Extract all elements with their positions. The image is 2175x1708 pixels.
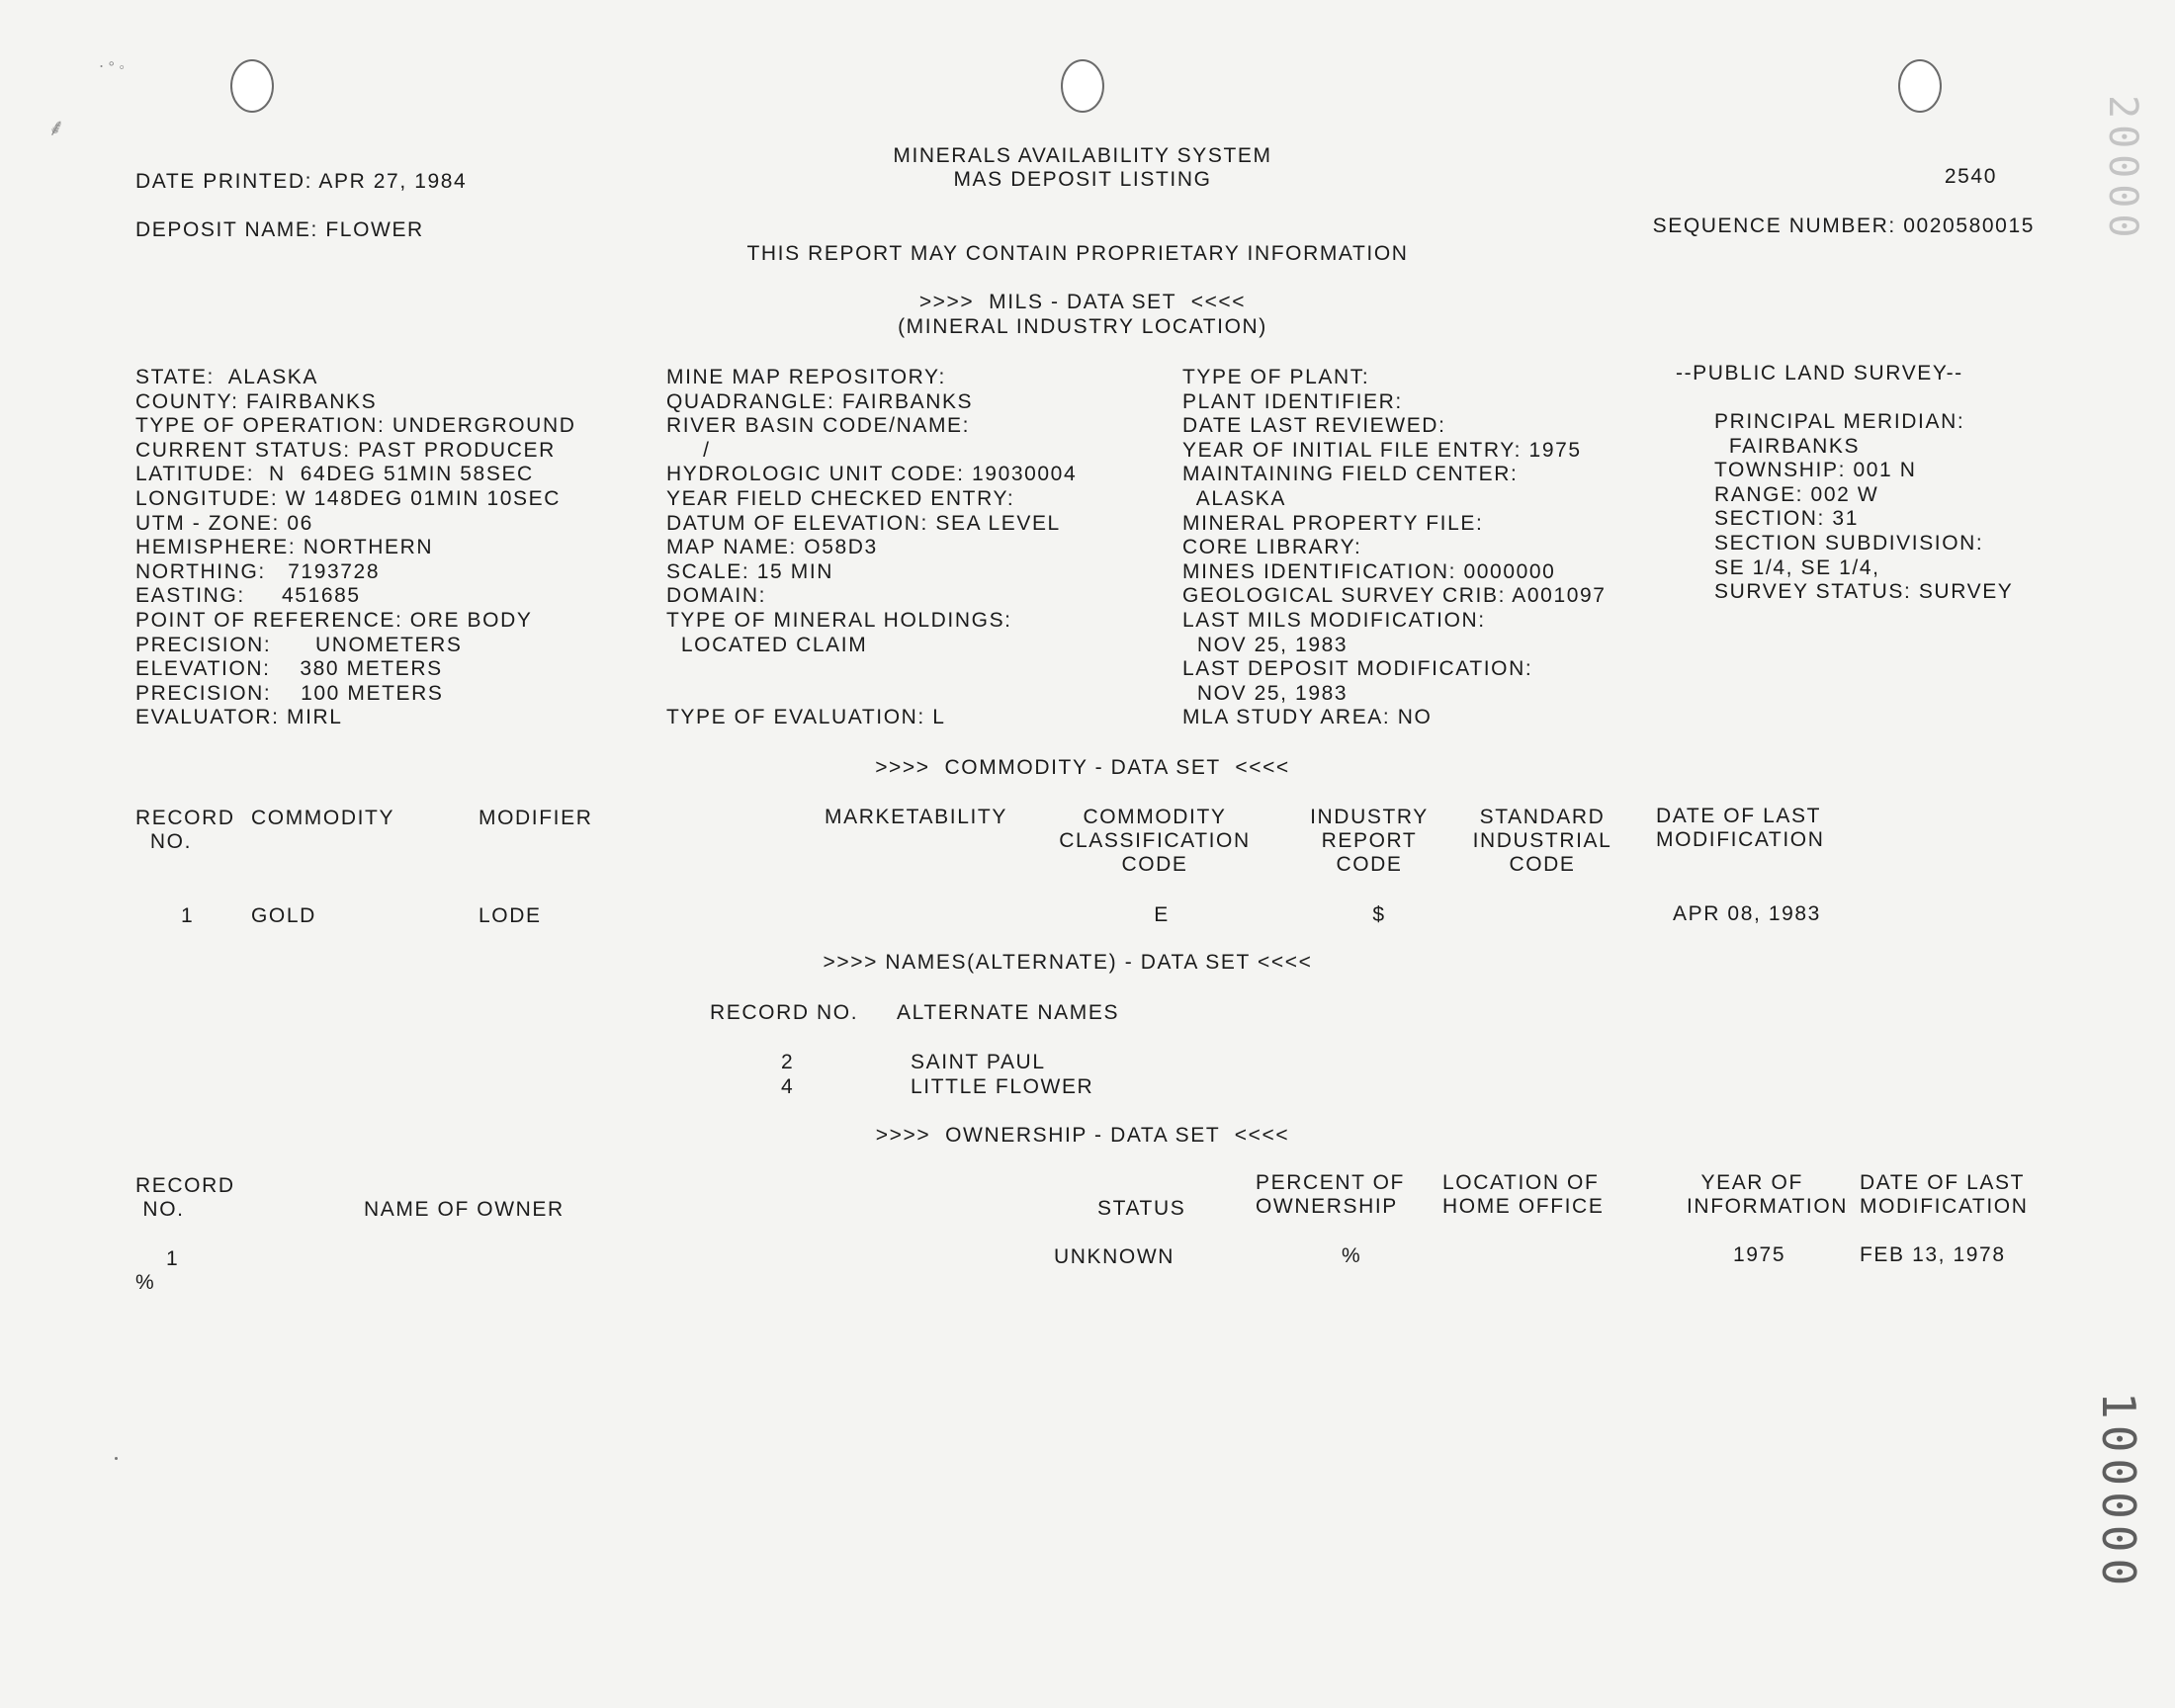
land-survey-field: SECTION SUBDIVISION: [1714,532,1984,555]
listing-title: MAS DEPOSIT LISTING [953,168,1212,191]
mils-field: PRECISION: 100 METERS [135,681,444,705]
mils-field: QUADRANGLE: FAIRBANKS [666,389,974,413]
commodity-date-modified: APR 08, 1983 [1673,902,1821,925]
mils-field: STATE: ALASKA [135,366,319,388]
mils-field: LONGITUDE: W 148DEG 01MIN 10SEC [135,487,562,510]
date-printed: DATE PRINTED: APR 27, 1984 [135,170,468,193]
mils-field: DOMAIN: [666,584,767,608]
commodity-record-no: 1 [181,904,195,927]
binder-hole-left [230,59,274,113]
mils-field: TYPE OF PLANT: [1182,366,1370,388]
names-section-title: >>>> NAMES(ALTERNATE) - DATA SET <<<< [823,951,1313,974]
ownership-year: 1975 [1733,1243,1786,1266]
frame-number-stamp: 100000 [2092,1392,2145,1592]
mils-field: HEMISPHERE: NORTHERN [135,536,434,559]
own-header-date: DATE OF LAST MODIFICATION [1860,1171,2029,1218]
alternate-name: SAINT PAUL [911,1051,1046,1073]
own-header-record: RECORD NO. [135,1174,235,1221]
land-survey-field: FAIRBANKS [1714,434,1861,458]
mils-field: COUNTY: FAIRBANKS [135,389,378,413]
mils-field: EASTING: 451685 [135,584,361,608]
proprietary-notice: THIS REPORT MAY CONTAIN PROPRIETARY INFORMATION [746,242,1409,265]
mils-section-subtitle: (MINERAL INDUSTRY LOCATION) [898,315,1267,338]
mils-field: MINE MAP REPOSITORY: [666,366,946,388]
ownership-section-title: >>>> OWNERSHIP - DATA SET <<<< [875,1124,1290,1147]
ink-speck [115,1457,118,1460]
ink-speck: ‧ ° ◦ [99,59,126,76]
mils-field: EVALUATOR: MIRL [135,706,343,729]
mils-section-title: >>>> MILS - DATA SET <<<< [918,291,1247,313]
alternate-name: LITTLE FLOWER [911,1075,1094,1098]
ink-smudge: ⸙ [47,115,65,141]
deposit-name: DEPOSIT NAME: FLOWER [135,218,424,241]
mils-field: NOV 25, 1983 [1182,633,1348,656]
record-terminator: % [135,1271,156,1294]
land-survey-field: SE 1/4, SE 1/4, [1714,555,1880,579]
commodity-industry-code: $ [1372,903,1386,926]
mils-field: YEAR OF INITIAL FILE ENTRY: 1975 [1182,438,1582,462]
mils-field: LATITUDE: N 64DEG 51MIN 58SEC [135,463,534,486]
own-header-location: LOCATION OF HOME OFFICE [1442,1171,1605,1218]
mils-field: TYPE OF OPERATION: UNDERGROUND [135,414,576,438]
mils-field: TYPE OF MINERAL HOLDINGS: [666,609,1012,632]
ownership-status: UNKNOWN [1054,1245,1175,1268]
frame-number-stamp-faint: 20000 [2100,95,2145,244]
alternate-record-no: 2 [781,1051,795,1073]
col-header-commodity: COMMODITY [251,807,395,829]
mils-field: MINERAL PROPERTY FILE: [1182,511,1484,535]
ownership-date-modified: FEB 13, 1978 [1860,1243,2006,1266]
land-survey-field: PRINCIPAL MERIDIAN: [1714,410,1965,433]
names-header-alternate: ALTERNATE NAMES [897,1001,1120,1024]
col-header-record: RECORD NO. [135,807,235,853]
col-header-date-modification: DATE OF LAST MODIFICATION [1656,805,1825,851]
binder-hole-center [1061,59,1104,113]
system-title: MINERALS AVAILABILITY SYSTEM [893,144,1272,167]
col-header-marketability: MARKETABILITY [825,806,1007,828]
mils-field: HYDROLOGIC UNIT CODE: 19030004 [666,463,1078,486]
col-header-modifier: MODIFIER [478,807,593,829]
mils-field: MLA STUDY AREA: NO [1182,706,1433,729]
commodity-name: GOLD [251,904,316,927]
mils-field: MAINTAINING FIELD CENTER: [1182,463,1519,486]
mils-field: CURRENT STATUS: PAST PRODUCER [135,438,556,462]
ownership-record-no: 1 [166,1247,180,1270]
mils-field: UTM - ZONE: 06 [135,511,313,535]
own-header-percent: PERCENT OF OWNERSHIP [1256,1171,1405,1218]
land-survey-field: SECTION: 31 [1714,507,1859,531]
mils-field: LOCATED CLAIM [666,633,868,656]
mils-field: DATUM OF ELEVATION: SEA LEVEL [666,511,1061,535]
mils-field: PLANT IDENTIFIER: [1182,389,1403,413]
mils-field: PRECISION: UNOMETERS [135,633,463,656]
mils-field: MINES IDENTIFICATION: 0000000 [1182,559,1556,583]
sequence-number: SEQUENCE NUMBER: 0020580015 [1652,214,2035,237]
mils-field: SCALE: 15 MIN [666,559,834,583]
land-survey-field: SURVEY STATUS: SURVEY [1714,580,2014,604]
own-header-status: STATUS [1097,1197,1186,1220]
ownership-percent: % [1342,1244,1362,1267]
mils-field: TYPE OF EVALUATION: L [666,706,946,729]
alternate-record-no: 4 [781,1075,795,1098]
col-header-industry-report: INDUSTRY REPORT CODE [1310,806,1429,876]
mils-field: NOV 25, 1983 [1182,681,1348,705]
mils-field: ELEVATION: 380 METERS [135,657,443,681]
public-land-survey-title: --PUBLIC LAND SURVEY-- [1676,362,1963,384]
own-header-year: YEAR OF INFORMATION [1687,1171,1849,1218]
mils-field: YEAR FIELD CHECKED ENTRY: [666,487,1015,510]
commodity-classification-code: E [1154,903,1170,926]
names-header-record: RECORD NO. [710,1001,859,1024]
mils-field: POINT OF REFERENCE: ORE BODY [135,609,533,632]
mils-field: CORE LIBRARY: [1182,536,1362,559]
mils-field: DATE LAST REVIEWED: [1182,414,1446,438]
col-header-sic: STANDARD INDUSTRIAL CODE [1472,806,1612,876]
page-number: 2540 [1944,165,1997,188]
mils-field: MAP NAME: O58D3 [666,536,878,559]
mils-field: LAST DEPOSIT MODIFICATION: [1182,657,1533,681]
land-survey-field: RANGE: 002 W [1714,482,1879,506]
mils-field: ALASKA [1182,487,1287,510]
commodity-modifier: LODE [478,904,542,927]
col-header-classification: COMMODITY CLASSIFICATION CODE [1059,806,1251,876]
binder-hole-right [1898,59,1942,113]
mils-field: NORTHING: 7193728 [135,559,381,583]
mils-field: LAST MILS MODIFICATION: [1182,609,1486,632]
own-header-owner: NAME OF OWNER [364,1198,565,1221]
mils-field: / [666,438,711,462]
mils-field: RIVER BASIN CODE/NAME: [666,414,971,438]
mils-field: GEOLOGICAL SURVEY CRIB: A001097 [1182,584,1607,608]
land-survey-field: TOWNSHIP: 001 N [1714,459,1917,482]
commodity-section-title: >>>> COMMODITY - DATA SET <<<< [875,756,1290,779]
